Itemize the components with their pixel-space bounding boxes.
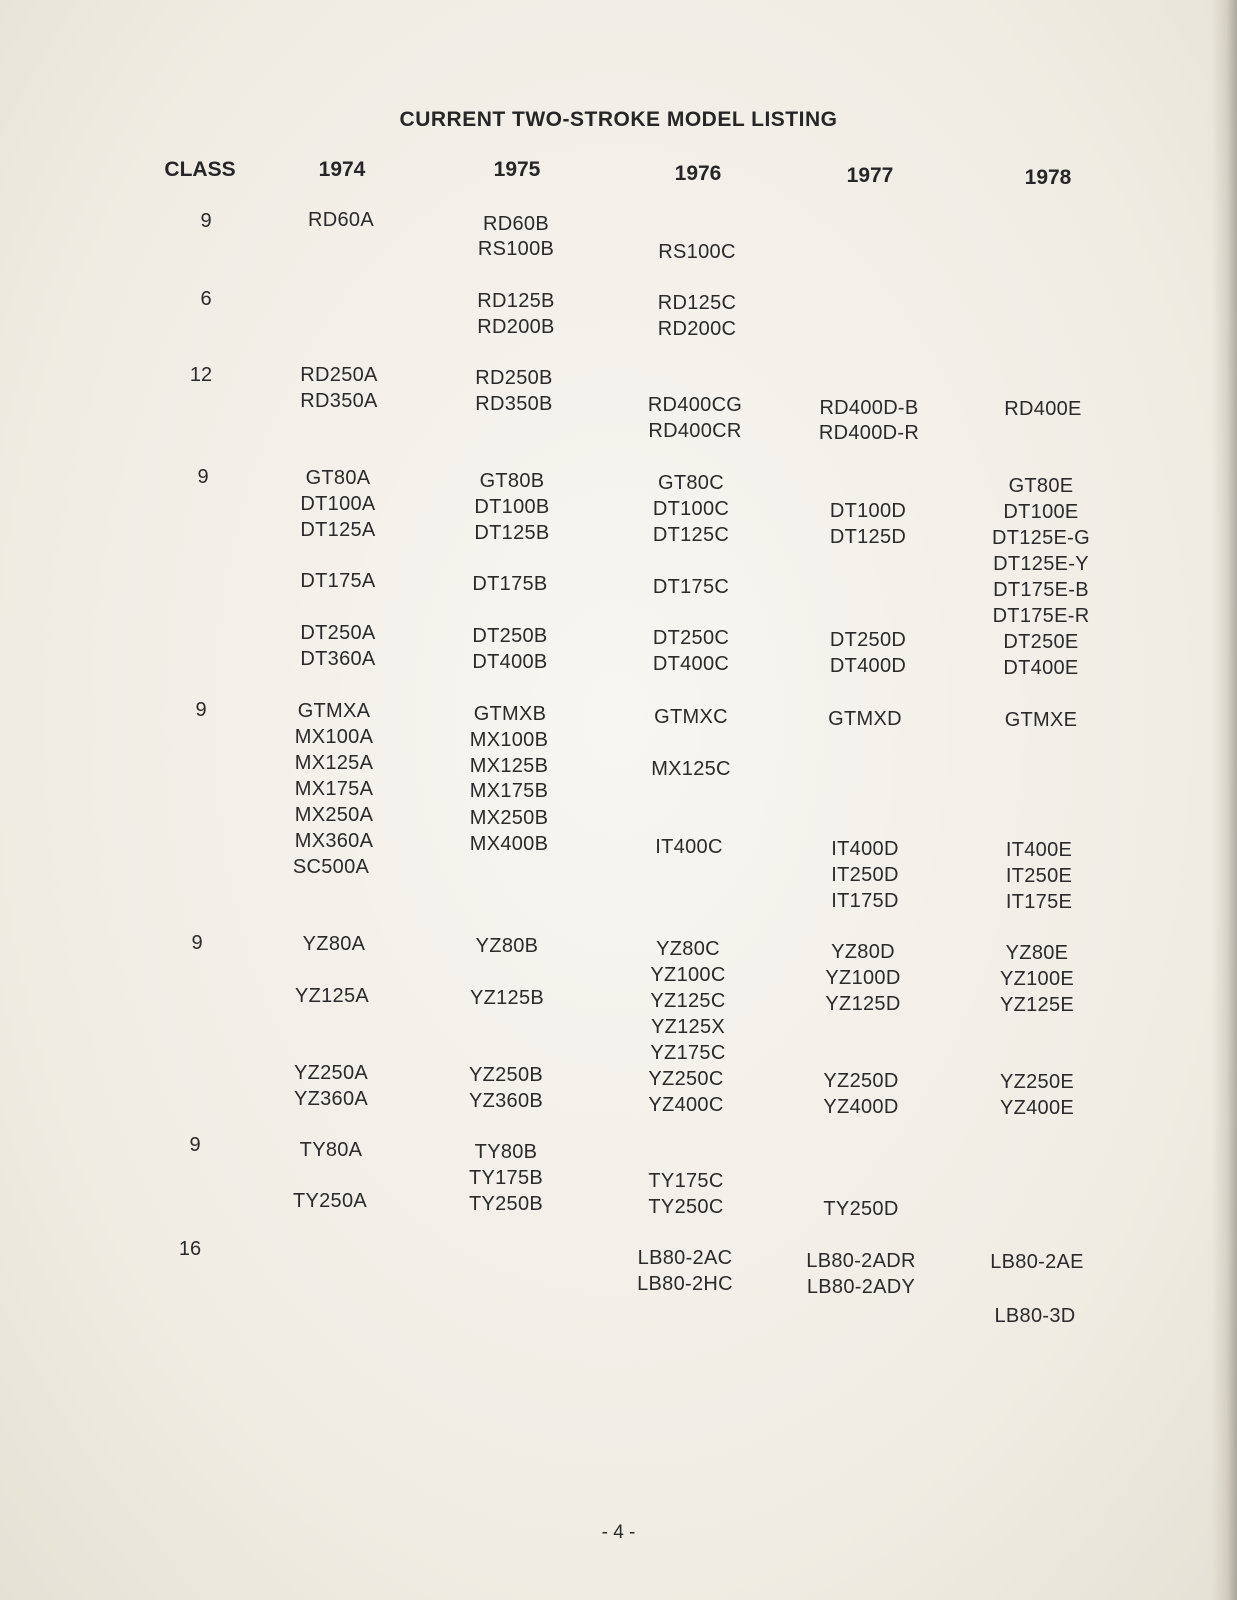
model-cell-1978: GTMXE xyxy=(1004,709,1078,731)
model-cell-1974: YZ360A xyxy=(293,1088,369,1110)
model-cell-1975: RD200B xyxy=(477,316,555,338)
model-cell-1974: RD250A xyxy=(300,364,378,386)
model-cell-1978: DT100E xyxy=(1003,501,1079,523)
model-cell-1974: MX360A xyxy=(294,830,374,852)
model-cell-1975: DT100B xyxy=(474,496,550,518)
model-cell-1974: YZ250A xyxy=(293,1062,369,1084)
class-value: 9 xyxy=(197,466,209,488)
model-cell-1976: YZ125C xyxy=(650,990,726,1012)
model-cell-1978: DT175E-B xyxy=(993,579,1089,601)
model-cell-1976: RS100C xyxy=(658,241,736,263)
model-cell-1976: RD400CR xyxy=(648,420,742,442)
model-cell-1976: YZ175C xyxy=(650,1042,726,1064)
model-cell-1975: MX400B xyxy=(469,833,549,855)
model-cell-1976: YZ100C xyxy=(650,964,726,986)
header-1974: 1974 xyxy=(318,158,366,181)
class-value: 12 xyxy=(189,364,213,386)
model-cell-1976: LB80-2AC xyxy=(637,1247,733,1269)
model-cell-1975: MX175B xyxy=(469,780,549,802)
model-cell-1978: DT250E xyxy=(1003,631,1079,653)
model-cell-1974: DT125A xyxy=(300,519,376,541)
model-cell-1978: YZ400E xyxy=(999,1097,1075,1119)
model-cell-1978: LB80-2AE xyxy=(990,1251,1084,1273)
model-cell-1974: RD350A xyxy=(300,390,378,412)
model-cell-1977: DT125D xyxy=(829,526,907,548)
model-cell-1975: GTMXB xyxy=(473,703,547,725)
class-value: 16 xyxy=(178,1238,202,1260)
model-cell-1977: YZ400D xyxy=(823,1096,899,1118)
model-cell-1974: DT360A xyxy=(300,648,376,670)
page-title: CURRENT TWO-STROKE MODEL LISTING xyxy=(399,108,838,131)
model-cell-1976: YZ125X xyxy=(650,1016,726,1038)
model-cell-1976: IT400C xyxy=(655,836,723,858)
model-cell-1975: TY80B xyxy=(474,1141,538,1163)
model-cell-1976: LB80-2HC xyxy=(637,1273,733,1295)
model-cell-1978: RD400E xyxy=(1004,398,1082,420)
class-value: 9 xyxy=(189,1134,201,1156)
model-cell-1974: RD60A xyxy=(308,209,374,231)
model-cell-1974: MX100A xyxy=(294,726,374,748)
header-1977: 1977 xyxy=(846,164,894,187)
model-cell-1975: YZ80B xyxy=(475,935,539,957)
class-value: 6 xyxy=(200,288,212,310)
model-cell-1974: TY250A xyxy=(292,1190,368,1212)
model-cell-1978: IT250E xyxy=(1005,865,1073,887)
model-cell-1975: MX250B xyxy=(469,807,549,829)
model-cell-1976: DT175C xyxy=(652,576,730,598)
model-cell-1976: YZ80C xyxy=(656,938,720,960)
model-cell-1975: TY175B xyxy=(468,1167,544,1189)
header-1976: 1976 xyxy=(674,162,722,185)
model-cell-1976: RD200C xyxy=(657,318,737,340)
model-cell-1976: GTMXC xyxy=(654,706,728,728)
model-cell-1975: DT125B xyxy=(474,522,550,544)
model-cell-1976: DT250C xyxy=(652,627,730,649)
model-cell-1976: RD400CG xyxy=(647,394,743,416)
model-cell-1978: IT175E xyxy=(1005,891,1073,913)
model-cell-1975: RS100B xyxy=(477,238,555,260)
model-cell-1975: MX100B xyxy=(469,729,549,751)
model-cell-1977: IT175D xyxy=(831,890,899,912)
model-cell-1975: RD350B xyxy=(475,393,553,415)
model-cell-1978: DT125E-Y xyxy=(993,553,1089,575)
model-cell-1977: IT250D xyxy=(831,864,899,886)
model-cell-1975: RD250B xyxy=(475,367,553,389)
model-cell-1977: YZ80D xyxy=(831,941,895,963)
model-cell-1976: DT400C xyxy=(652,653,730,675)
model-cell-1977: RD400D-R xyxy=(818,422,920,444)
model-cell-1975: DT175B xyxy=(472,573,548,595)
model-cell-1976: RD125C xyxy=(657,292,737,314)
page-number: - 4 - xyxy=(601,1522,636,1543)
model-cell-1975: DT250B xyxy=(472,625,548,647)
model-cell-1978: DT400E xyxy=(1003,657,1079,679)
model-cell-1977: YZ250D xyxy=(823,1070,899,1092)
model-cell-1975: YZ125B xyxy=(469,987,545,1009)
model-cell-1978: LB80-3D xyxy=(994,1305,1076,1327)
model-cell-1977: DT400D xyxy=(829,655,907,677)
model-cell-1974: DT175A xyxy=(300,570,376,592)
model-cell-1976: YZ400C xyxy=(648,1094,724,1116)
model-cell-1976: DT125C xyxy=(652,524,730,546)
model-cell-1977: YZ125D xyxy=(825,993,901,1015)
model-cell-1978: YZ100E xyxy=(999,968,1075,990)
model-cell-1977: TY250D xyxy=(823,1198,899,1220)
model-cell-1975: TY250B xyxy=(468,1193,544,1215)
model-cell-1974: GTMXA xyxy=(297,700,371,722)
class-value: 9 xyxy=(195,699,207,721)
model-cell-1977: LB80-2ADR xyxy=(806,1250,916,1272)
model-cell-1974: MX175A xyxy=(294,778,374,800)
model-cell-1976: TY250C xyxy=(648,1196,724,1218)
model-cell-1976: DT100C xyxy=(652,498,730,520)
model-cell-1976: MX125C xyxy=(651,758,731,780)
model-cell-1976: GT80C xyxy=(658,472,724,494)
model-cell-1974: DT250A xyxy=(300,622,376,644)
model-cell-1976: YZ250C xyxy=(648,1068,724,1090)
class-value: 9 xyxy=(191,932,203,954)
model-cell-1974: SC500A xyxy=(292,856,370,878)
model-cell-1974: YZ125A xyxy=(294,985,370,1007)
header-class: CLASS xyxy=(164,158,236,181)
model-cell-1974: MX125A xyxy=(294,752,374,774)
model-cell-1978: DT125E-G xyxy=(992,527,1090,549)
model-cell-1975: GT80B xyxy=(479,470,545,492)
model-cell-1977: YZ100D xyxy=(825,967,901,989)
model-cell-1978: DT175E-R xyxy=(992,605,1090,627)
model-cell-1977: IT400D xyxy=(831,838,899,860)
model-cell-1978: YZ125E xyxy=(999,994,1075,1016)
model-cell-1977: LB80-2ADY xyxy=(806,1276,916,1298)
header-1975: 1975 xyxy=(493,158,541,181)
model-cell-1974: DT100A xyxy=(300,493,376,515)
header-1978: 1978 xyxy=(1024,166,1072,189)
model-cell-1978: GT80E xyxy=(1008,475,1074,497)
model-cell-1978: YZ250E xyxy=(999,1071,1075,1093)
model-cell-1977: DT250D xyxy=(829,629,907,651)
model-cell-1974: YZ80A xyxy=(302,933,366,955)
model-cell-1976: TY175C xyxy=(648,1170,724,1192)
model-cell-1975: RD125B xyxy=(477,290,555,312)
model-cell-1977: GTMXD xyxy=(828,708,902,730)
model-cell-1977: RD400D-B xyxy=(819,397,919,419)
model-cell-1978: IT400E xyxy=(1005,839,1073,861)
model-cell-1975: MX125B xyxy=(469,755,549,777)
model-cell-1975: YZ360B xyxy=(468,1090,544,1112)
model-cell-1978: YZ80E xyxy=(1005,942,1069,964)
model-cell-1975: RD60B xyxy=(483,213,549,235)
model-cell-1974: MX250A xyxy=(294,804,374,826)
model-cell-1977: DT100D xyxy=(829,500,907,522)
model-cell-1974: GT80A xyxy=(305,467,371,489)
model-cell-1975: YZ250B xyxy=(468,1064,544,1086)
class-value: 9 xyxy=(200,210,212,232)
model-cell-1975: DT400B xyxy=(472,651,548,673)
model-cell-1974: TY80A xyxy=(299,1139,363,1161)
